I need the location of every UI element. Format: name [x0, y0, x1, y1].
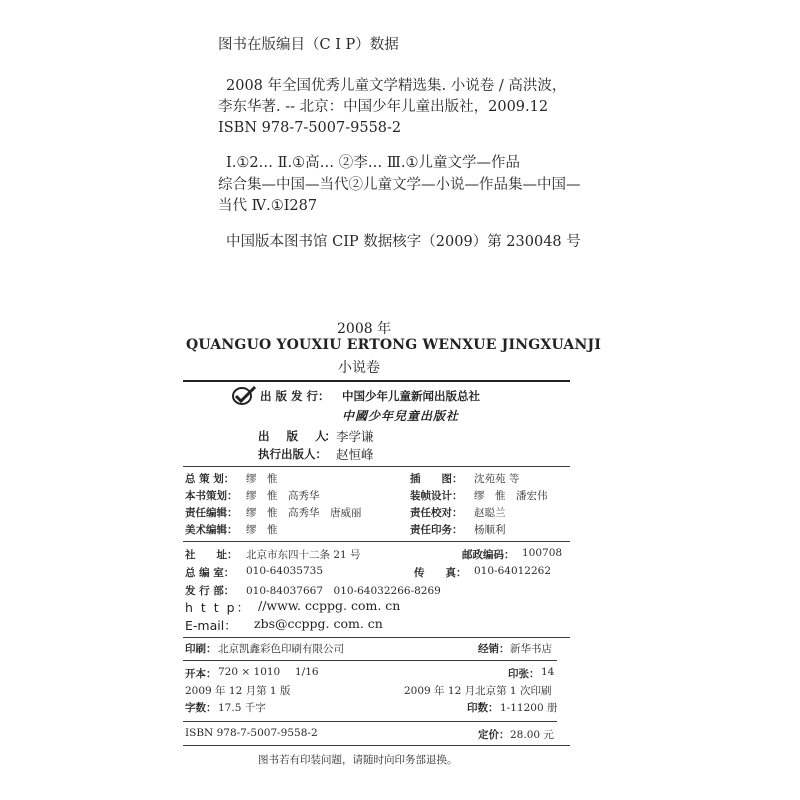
- credit-value: 缪 惟: [246, 524, 278, 536]
- publisher-logo-icon: [231, 385, 257, 411]
- words-value: 17.5 千字: [218, 702, 266, 714]
- sheets-value: 14: [541, 666, 555, 678]
- seller-value: 新华书店: [510, 643, 552, 655]
- credit-label: 责任印务：: [410, 524, 463, 536]
- print-label: 经销：: [478, 643, 510, 655]
- divider: [183, 745, 570, 746]
- publisher-person: 李学谦: [336, 429, 374, 444]
- credit-label: 本书策划：: [185, 490, 238, 502]
- credit-value: 杨顺利: [474, 524, 506, 536]
- divider: [183, 541, 570, 542]
- divider: [183, 660, 557, 661]
- fax-value: 010-64012262: [474, 565, 552, 577]
- print-label: 字数：: [185, 702, 217, 714]
- contact-label: 发 行 部：: [185, 585, 235, 597]
- contact-label: 传 真：: [414, 567, 467, 579]
- cip-header: 图书在版编目（C I P）数据: [218, 37, 399, 53]
- cip-line: Ⅰ.①2… Ⅱ.①高… ②李… Ⅲ.①儿童文学—作品: [226, 155, 520, 171]
- format-value: 720 × 1010: [218, 666, 281, 678]
- publisher-person-label: 出 版 人：: [258, 429, 334, 443]
- credit-label: 责任编辑：: [185, 507, 238, 519]
- book-year: 2008 年: [337, 321, 392, 337]
- contact-label: 总 编 室：: [185, 567, 235, 579]
- credit-value: 缪 惟 高秀华 唐威丽: [246, 507, 362, 519]
- credit-label: 总 策 划：: [185, 473, 235, 485]
- credit-value: 缪 惟 高秀华: [246, 490, 320, 502]
- printing-value: 2009 年 12 月北京第 1 次印刷: [404, 685, 552, 697]
- credit-label: 责任校对：: [410, 507, 463, 519]
- contact-label: h t t p：: [185, 600, 252, 615]
- price-value: 28.00 元: [510, 729, 554, 741]
- website-link[interactable]: //www. ccppg. com. cn: [258, 598, 401, 613]
- address-value: 北京市东四十二条 21 号: [246, 549, 361, 561]
- distribution-phone: 010-84037667 010-64032266-8269: [246, 585, 441, 597]
- printer-value: 北京凯鑫彩色印刷有限公司: [218, 643, 344, 655]
- contact-label: 邮政编码：: [462, 549, 515, 561]
- cip-line: 综合集—中国—当代②儿童文学—小说—作品集—中国—: [218, 177, 581, 193]
- return-notice: 图书若有印装问题，请随时向印务部退换。: [258, 754, 458, 766]
- office-phone: 010-64035735: [246, 565, 324, 577]
- print-label: 印刷：: [185, 643, 217, 655]
- print-label: 开本：: [185, 668, 217, 680]
- credit-label: 装帧设计：: [410, 490, 463, 502]
- credit-label: 插 图：: [410, 473, 463, 485]
- isbn-value: ISBN 978-7-5007-9558-2: [185, 727, 318, 739]
- publisher-name-1: 中国少年儿童新闻出版总社: [342, 389, 480, 403]
- book-volume: 小说卷: [338, 360, 380, 376]
- divider: [183, 637, 570, 638]
- edition-value: 2009 年 12 月第 1 版: [185, 685, 291, 697]
- cip-line: 李东华著. -- 北京：中国少年儿童出版社，2009.12: [218, 99, 549, 115]
- print-label: 印数：: [467, 702, 499, 714]
- print-label: 印张：: [508, 668, 540, 680]
- email-link[interactable]: zbs@ccppg. com. cn: [254, 616, 383, 631]
- credit-label: 美术编辑：: [185, 524, 238, 536]
- format-fraction: 1/16: [295, 666, 319, 678]
- credit-value: 缪 惟: [246, 473, 278, 485]
- exec-publisher-label: 执行出版人：: [258, 447, 327, 461]
- cip-isbn: ISBN 978-7-5007-9558-2: [218, 120, 402, 136]
- divider: [183, 466, 570, 467]
- credit-value: 沈苑苑 等: [474, 473, 520, 485]
- cip-line: 2008 年全国优秀儿童文学精选集. 小说卷 / 高洪波，: [226, 78, 567, 94]
- cip-registration: 中国版本图书馆 CIP 数据核字（2009）第 230048 号: [226, 234, 581, 250]
- cip-line: 当代 Ⅳ.①I287: [218, 198, 318, 214]
- credit-value: 缪 惟 潘宏伟: [474, 490, 548, 502]
- copies-value: 1-11200 册: [500, 702, 558, 714]
- publisher-label: 出 版 发 行：: [260, 389, 330, 403]
- book-pinyin-title: QUANGUO YOUXIU ERTONG WENXUE JINGXUANJI: [186, 337, 602, 353]
- zip-value: 100708: [522, 547, 563, 559]
- publisher-name-2: 中國少年兒童出版社: [342, 409, 460, 423]
- contact-label: 社 址：: [185, 549, 238, 561]
- divider: [183, 721, 557, 722]
- exec-publisher: 赵恒峰: [336, 447, 374, 462]
- divider: [183, 380, 570, 382]
- print-label: 定价：: [478, 729, 510, 741]
- credit-value: 赵聪兰: [474, 507, 506, 519]
- contact-label: E-mail：: [185, 618, 237, 633]
